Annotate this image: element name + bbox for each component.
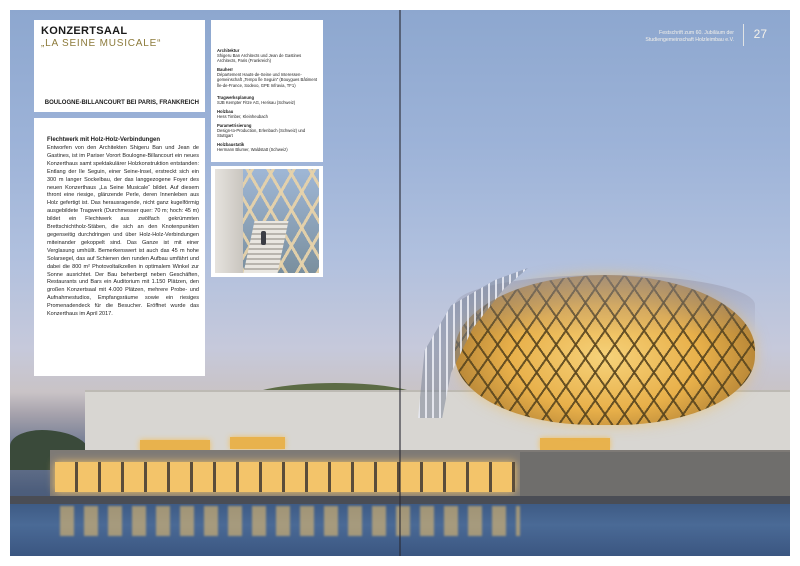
credit-client: [217, 67, 321, 88]
foyer-lights: [55, 462, 515, 492]
body-paragraph: Entworfen von den Architekten Shigeru Ban und Jean de Gastines, ist im Pariser Vorort Boulogne-Billancourt ein neues Konzerthaus samt spektakulärer Holzkonstruktion entstanden: Entlang der Ile Seguin, einer Seine-Insel, erstreckt sich ein 300 m langer Sockelbau, der das langgezogene Foyer des neuen Konzerthaus „La Seine Musicale“ bildet. Auf diesem thront eine riesige, glänzende Perle, deren Innenleben aus Holz gefertigt ist. Das herausragende, nicht ganz kugelförmig ausgebildete Tragwerk (Durchmesser quer: 70 m; hoch: 45 m) bildet ein Flechtwerk aus zwölfach gekrümmten Brettschichtholz-Stäben, die sich an den Knotenpunkten gegenseitig durchdringen und über Holz-Holz-Verbindungen miteinander gekoppelt sind. Das Ganze ist mit einer Verglasung umhüllt. Bemerkenswert ist auch das 45 m hohe Solarsegel, das auf Schienen den runden Aufbau umfährt und dabei die 800 m² Photovoltaikzellen in optimalem Winkel zur Sonne ausrichtet. Der Bau beherbergt neben Geschäften, Restaurants und Bars ein Auditorium mit 1.150 Plätzen, den großen Konzertsaal mit 4.000 Plätzen, mehrere Probe- und Aufnahmestudios, Empfangsräume sowie ein riesiges Promenadendeck für die Besucher. Eröffnet wurde das Konzerthaus im April 2017.: [47, 145, 199, 318]
window-band: [230, 437, 285, 449]
credit-timber-statics: [217, 142, 321, 152]
credit-heading: Bauherr: [217, 67, 234, 72]
podium-wall: [520, 452, 790, 496]
body-heading: Flechtwerk mit Holz-Holz-Verbindungen: [47, 137, 161, 143]
credit-text: Shigeru Ban Architects und Jean de Gastines Architects, Paris (Frankreich): [217, 53, 302, 64]
interior-photo-frame: [211, 166, 323, 277]
credit-heading: Architektur: [217, 48, 240, 53]
credit-text: SJB Kempter Fitze AG, Herisau (Schweiz): [217, 100, 296, 106]
running-header-line: Studiengemeinschaft Holzleimbau e.V.: [645, 37, 734, 43]
credit-heading: Holzbaustatik: [217, 142, 245, 147]
running-header: [564, 30, 734, 44]
article-subtitle: „LA SEINE MUSICALE“: [41, 38, 162, 49]
credit-parametrization: [217, 123, 321, 139]
article-location: BOULOGNE-BILLANCOURT BEI PARIS, FRANKREICH: [44, 100, 199, 106]
interior-wall: [215, 169, 243, 273]
credit-text: Hermann Blumer, Waldstatt (Schweiz): [217, 147, 288, 153]
credit-architecture: [217, 48, 321, 64]
credit-structural-planning: [217, 95, 321, 105]
person: [261, 231, 266, 245]
credit-text: Design-to-Production, Erlenbach (Schweiz) und Stuttgart: [217, 128, 306, 139]
credit-text: Hess Timber, Kleinheubach: [217, 114, 268, 120]
page-number-divider: [743, 24, 744, 46]
body-text-box: [34, 118, 205, 376]
credit-heading: Parametrisierung: [217, 123, 252, 128]
credit-heading: Tragwerksplanung: [217, 95, 254, 100]
window-band: [540, 438, 610, 450]
title-box: [34, 20, 205, 112]
running-header-line: Festschrift zum 60. Jubiläum der: [659, 30, 734, 36]
credit-text: Département Hauts-de-Seine und Interessen-gemeinschaft „Tempo Île Seguin“ (Bouygues Bâtiment Île-de-France, Sodexo, GPE Infravia, TF1): [217, 72, 318, 88]
credit-timber-construction: [217, 109, 321, 119]
page-number: 27: [753, 27, 767, 41]
credits-box: [211, 20, 323, 162]
water-reflection: [60, 506, 520, 536]
credit-heading: Holzbau: [217, 109, 234, 114]
article-title: KONZERTSAAL: [41, 25, 128, 37]
page-gutter: [399, 10, 401, 556]
interior-photo: [215, 169, 319, 273]
